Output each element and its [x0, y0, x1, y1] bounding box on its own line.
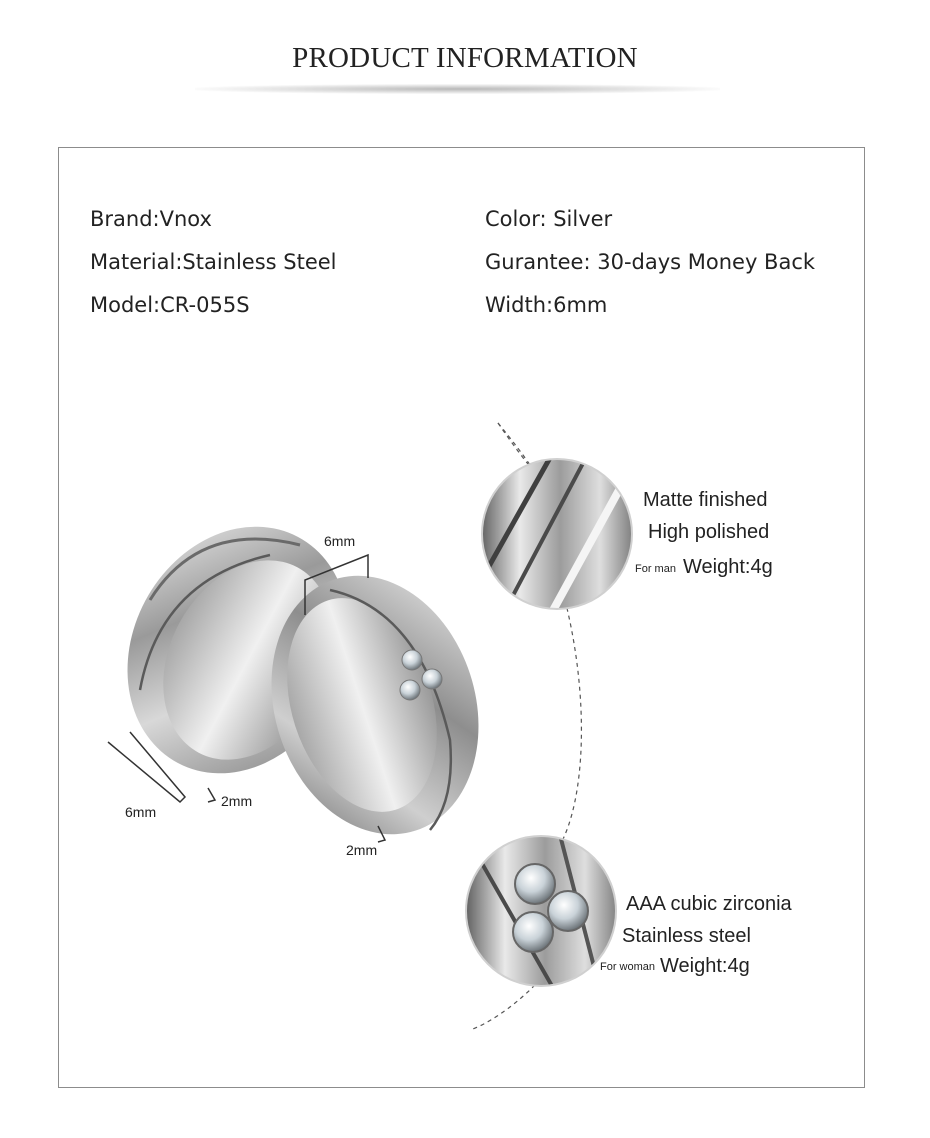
dim-edge-left: 2mm	[221, 793, 253, 809]
mens-zoom-circle	[470, 440, 640, 625]
spec-model: Model:CR-055S	[90, 293, 250, 317]
spec-color: Color: Silver	[485, 207, 613, 231]
mens-finish-1: Matte finished	[643, 489, 768, 511]
womens-weight: Weight:4g	[660, 955, 750, 977]
spec-brand: Brand:Vnox	[90, 207, 212, 231]
spec-guarantee: Gurantee: 30-days Money Back	[485, 250, 816, 274]
womens-stone: AAA cubic zirconia	[626, 893, 792, 915]
mens-weight: Weight:4g	[683, 556, 773, 578]
dim-width-left: 6mm	[125, 804, 157, 820]
dim-width-top: 6mm	[324, 533, 356, 549]
page-title: PRODUCT INFORMATION	[292, 42, 638, 74]
dim-line-edge-left	[208, 788, 215, 802]
spec-material: Material:Stainless Steel	[90, 250, 337, 274]
spec-width: Width:6mm	[485, 293, 608, 317]
mens-for-label: For man	[635, 563, 676, 575]
womens-zoom-circle	[465, 835, 625, 1000]
dim-edge-bottom: 2mm	[346, 842, 378, 858]
womens-for-label: For woman	[600, 961, 656, 973]
womens-material: Stainless steel	[622, 925, 751, 947]
mens-finish-2: High polished	[648, 521, 770, 543]
